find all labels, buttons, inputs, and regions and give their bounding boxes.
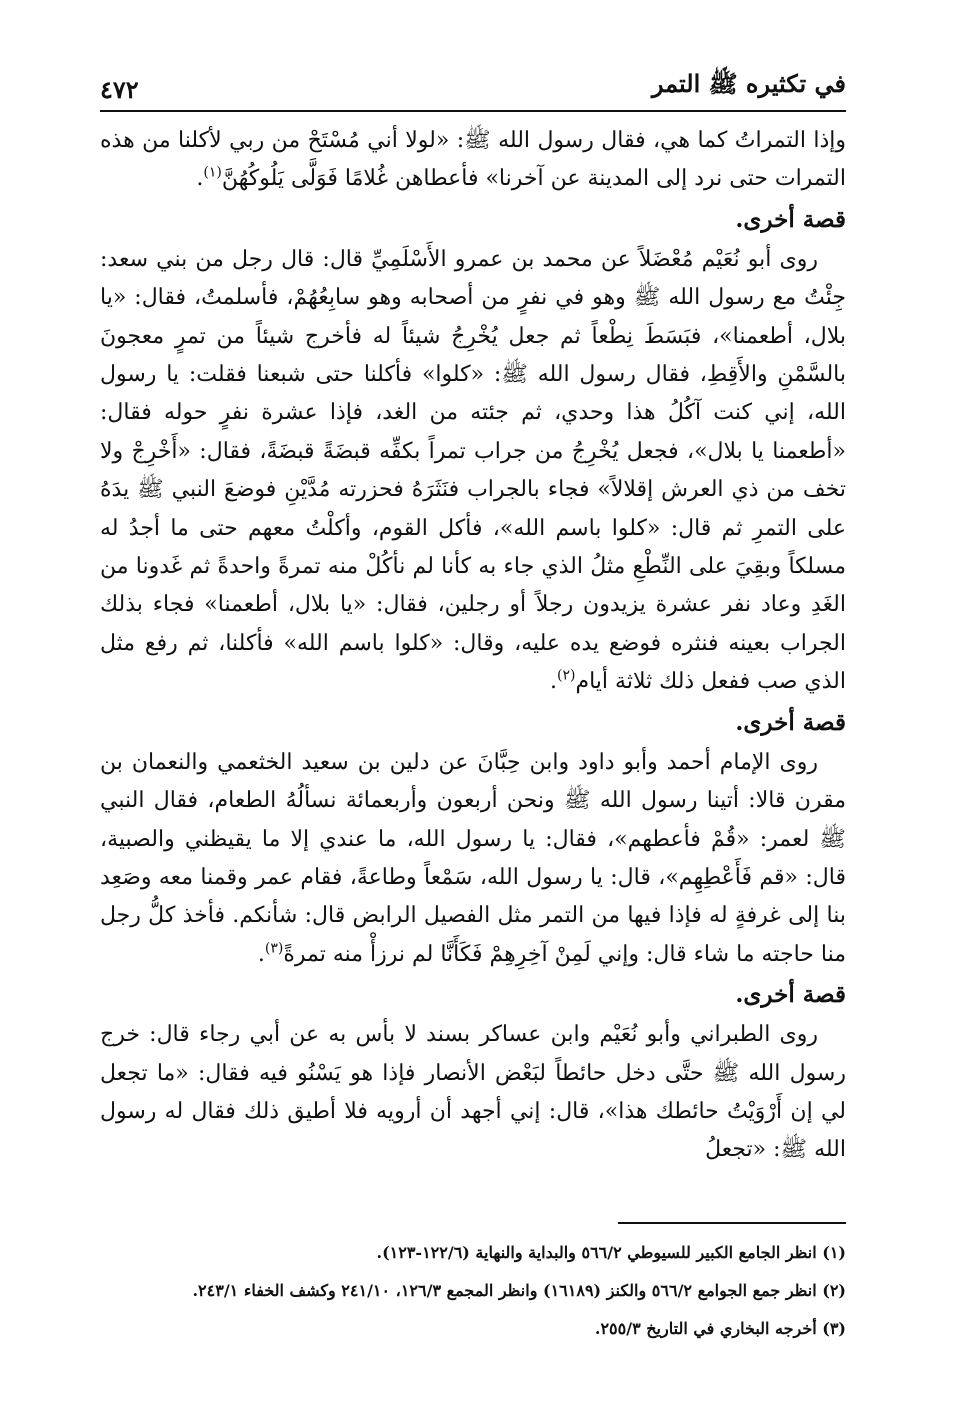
section-text-3: روى الطبراني وأبو نُعَيْم وابن عساكر بسند لا بأس به عن أبي رجاء قال: خرج رسول الله ﷺ حتَّى دخل حائطاً لبَعْض الأنصار فإذا هو يَسْنُو فيه فقال: «ما تجعل لي إن أَرْوَيْتُ حائطك هذا»، قال: إني أجهد أن أرويه فلا أطيق ذلك فقال له رسول الله ﷺ: «تجعلُ xyxy=(100,1022,846,1163)
header-rule xyxy=(100,110,846,112)
page-header xyxy=(100,62,846,104)
footnote-ref-1: (١) xyxy=(203,165,222,182)
footnote-2: (٢) انظر جمع الجوامع ٥٦٦/٢ والكنز (١٦١٨٩) وانظر المجمع ١٢٦/٣، ٢٤١/١٠ وكشف الخفاء ٢٤٣/١. xyxy=(192,1281,846,1300)
footnote-3: (٣) أخرجه البخاري في التاريخ ٢٥٥/٣. xyxy=(594,1319,846,1338)
footnotes xyxy=(100,1234,846,1348)
section-heading-1: قصة أخرى. xyxy=(735,205,846,233)
section-heading-3: قصة أخرى. xyxy=(735,981,846,1009)
main-text xyxy=(100,122,846,1170)
section-text-2: روى الإمام أحمد وأبو داود وابن حِبَّانَ عن دلين بن سعيد الخثعمي والنعمان بن مقرن قالا: أتينا رسول الله ﷺ ونحن أربعون وأربعمائة نسألُهُ الطعام، فقال النبي ﷺ لعمر: «قُمْ فأعطهم»، فقال: يا رسول الله، ما عندي إلا ما يقيظني والصبية، قال: «قم فَأَعْطِهِم»، قال: يا رسول الله، سَمْعاً وطاعةً، فقام عمر وقمنا معه وصَعِد بنا إلى غرفةٍ له فإذا فيها من التمر مثل الفصيل الرابض قال: شأنكم. فأخذ كلُّ رجل منا حاجته ما شاء قال: وإني لَمِنْ آخِرِهِمْ فَكَأَنَّا لم نرزأْ منه تمرةً$^{(٣)}$. xyxy=(100,749,846,967)
running-title: في تكثيره ﷺ التمر xyxy=(651,69,846,98)
section-heading-2: قصة أخرى. xyxy=(735,708,846,736)
page-number: ٤٧٢ xyxy=(100,75,139,104)
footnote-ref-3: (٣) xyxy=(264,940,284,957)
section-text-1: روى أبو نُعَيْم مُعْضَلاً عن محمد بن عمرو الأَسْلَمِيِّ قال: قال رجل من بني سعد: جِئْتُ مع رسول الله ﷺ وهو في نفرٍ من أصحابه وهو سابِعُهُمْ، فأسلمتُ، فقال: «يا بلال، أطعمنا»، فبَسَطَ نِطْعاً ثم جعل يُخْرِجُ شيئاً له فأخرج شيئاً من تمرٍ معجونَ بالسَّمْنِ والأَقِطِ، فقال رسول الله ﷺ: «كلوا» فأكلنا حتى شبعنا فقلت: يا رسول الله، إني كنت آكُلُ هذا وحدي، ثم جئته من الغد، فإذا عشرة نفرٍ حوله فقال: «أطعمنا يا بلال»، فجعل يُخْرِجُ من جراب تمراً بكفِّه قبضَةً قبضَةً، فقال: «أَخْرِجْ ولا تخف من ذي العرش إقلالاً» فجاء بالجراب فنَثَرَهُ فحزرته مُدَّيْنِ فوضعَ النبي ﷺ يدَهُ على التمرِ ثم قال: «كلوا باسم الله»، فأكل القوم، وأكلْتُ معهم حتى ما أجدُ له مسلكاً وبقِيَ على النِّطْعِ مثلُ الذي جاء به كأنا لم نأكُلْ منه تمرةً واحدةً ثم غَدونا من الغَدِ وعاد نفر عشرة يزيدون رجلاً أو رجلين، فقال: «يا بلال، أطعمنا» فجاء بذلك الجراب بعينه فنثره فوضع يده عليه، وقال: «كلوا باسم الله» فأكلنا، ثم رفع مثل الذي صب ففعل ذلك ثلاثة أيام$^{(٢)}$. xyxy=(100,246,846,695)
footnote-1: (١) انظر الجامع الكبير للسيوطي ٥٦٦/٢ والبداية والنهاية (١٢٢/٦-١٢٣). xyxy=(376,1243,846,1262)
opening-paragraph: وإذا التمراتُ كما هي، فقال رسول الله ﷺ: «لولا أني مُسْتَحْ من ربي لأكلنا من هذه التمرات حتى نرد إلى المدينة عن آخرنا» فأعطاهن غُلامًا فَوَلَّى يَلُوكُهُنَّ$^{(١)}$. xyxy=(100,128,846,192)
footnote-ref-2: (٢) xyxy=(557,667,576,684)
footnote-rule xyxy=(618,1222,846,1224)
